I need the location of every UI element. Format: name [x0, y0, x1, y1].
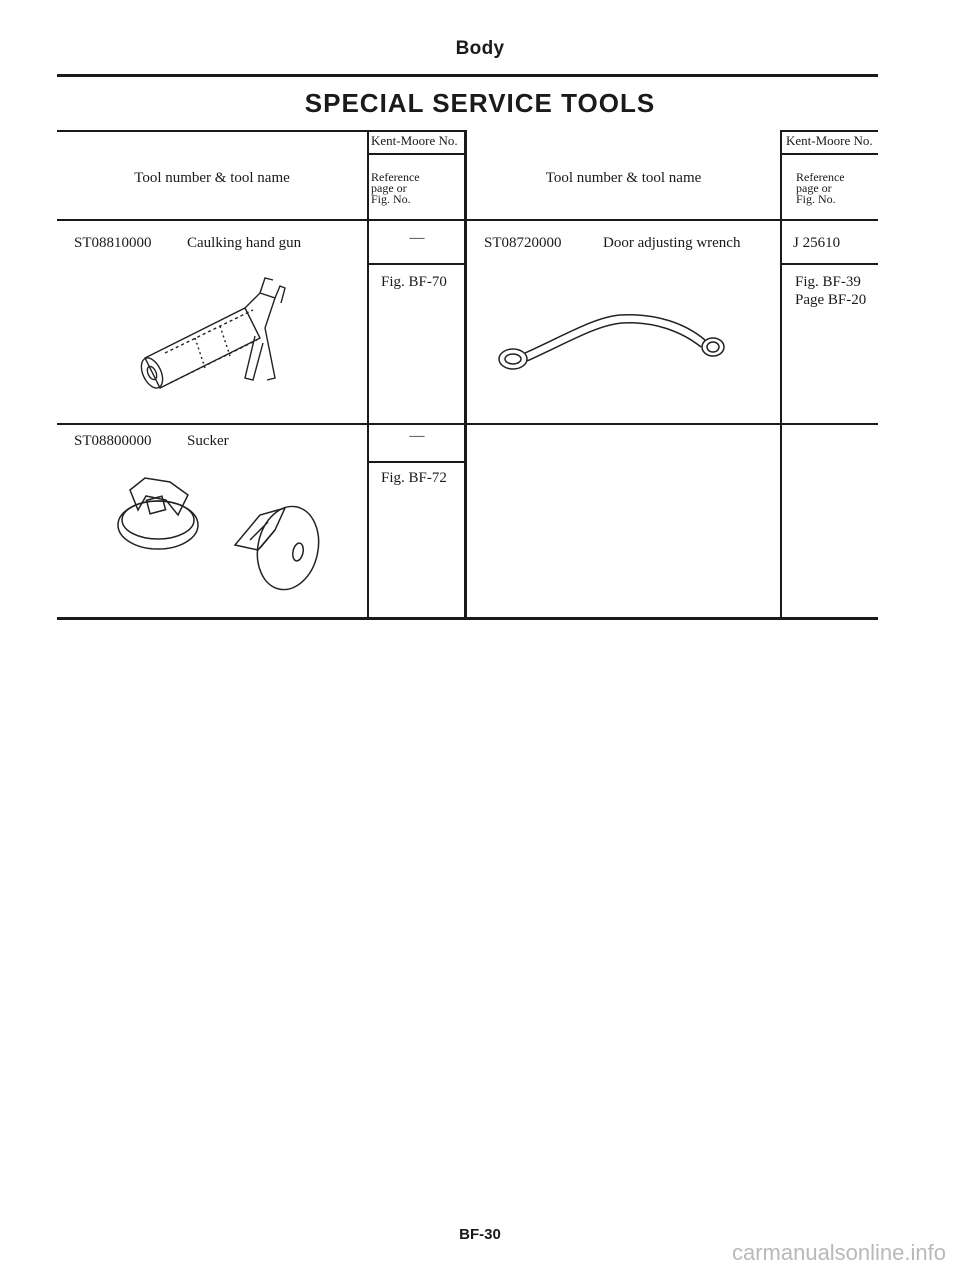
kent-moore-number: — — [409, 230, 425, 246]
header-reference-right: Reference page or Fig. No. — [796, 170, 845, 206]
watermark: carmanualsonline.info — [731, 1240, 946, 1265]
page-title: SPECIAL SERVICE TOOLS — [304, 88, 656, 118]
reference: Fig. BF-39 — [795, 274, 861, 290]
reference: Page BF-20 — [795, 292, 867, 308]
header-kent-moore-left: Kent-Moore No. — [371, 133, 458, 148]
reference: Fig. BF-72 — [381, 470, 447, 486]
header-tool-right: Tool number & tool name — [545, 170, 702, 186]
suction-cup-icon — [110, 470, 330, 600]
header-kent-moore-right: Kent-Moore No. — [786, 133, 873, 148]
page-number: BF-30 — [459, 1226, 501, 1243]
tool-number: ST08800000 — [74, 433, 152, 449]
wrench-icon — [495, 305, 735, 375]
tool-name: Door adjusting wrench — [603, 235, 741, 251]
tool-name: Caulking hand gun — [187, 235, 302, 251]
top-rule — [57, 74, 878, 77]
tool-number: ST08810000 — [74, 235, 152, 251]
reference: Fig. BF-70 — [381, 274, 447, 290]
header-reference-left: Reference page or Fig. No. — [371, 170, 420, 206]
caulking-gun-icon — [135, 268, 295, 398]
tool-name: Sucker — [187, 433, 229, 449]
header-tool-left: Tool number & tool name — [134, 170, 290, 186]
kent-moore-number: — — [409, 428, 425, 444]
tool-number: ST08720000 — [484, 235, 562, 251]
section-title: Body — [455, 38, 505, 59]
kent-moore-number: J 25610 — [793, 235, 841, 251]
